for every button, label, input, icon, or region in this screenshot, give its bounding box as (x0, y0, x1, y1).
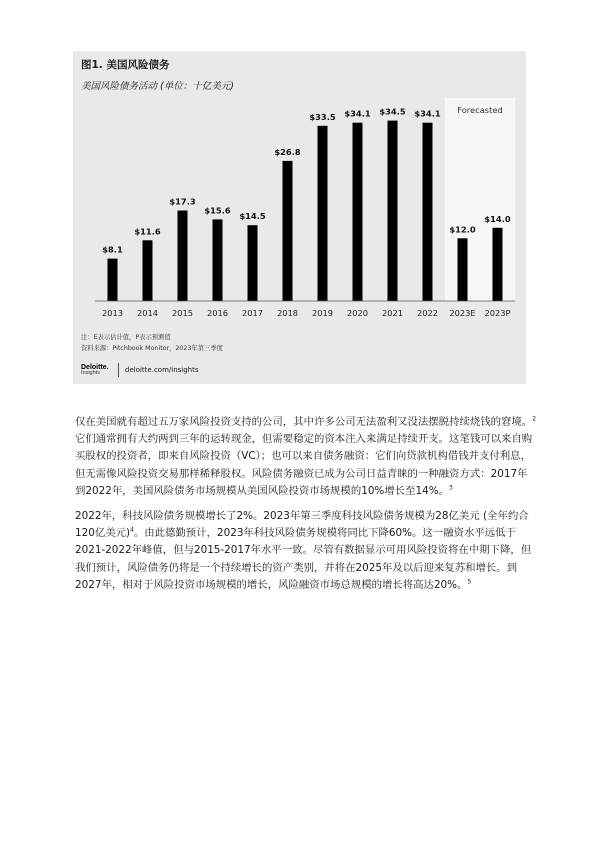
body-paragraph-2 (75, 508, 537, 594)
logo-wordmark: Deloitte. (81, 364, 109, 371)
bar-2019 (318, 126, 328, 301)
value-label-2022: $34.1 (414, 108, 441, 119)
bar-2023E (458, 238, 468, 301)
logo-subtext: Insights (81, 370, 100, 376)
value-label-2019: $33.5 (309, 111, 336, 122)
figure-title: 图1. 美国风险债务 (81, 59, 170, 71)
value-label-2014: $11.6 (134, 226, 161, 237)
value-label-2020: $34.1 (344, 108, 371, 119)
x-tick-label-2017: 2017 (241, 308, 264, 318)
value-label-2021: $34.5 (379, 106, 406, 117)
x-tick-label-2022: 2022 (416, 308, 439, 318)
figure-card (73, 51, 526, 384)
paragraph-text: 。由此德勤预计，2023年科技风险债务规模将同比下降60%。这一融资水平远低于2021-2022年峰值，但与2015-2017年水平一致。尽管有数据显示可用风险投资将在中期下降，但我们预计，风险债务仍将是一个持续增长的资产类别，并将在2025年及以后迎来复苏和增长。到2027年，相对于风险投资市场规模的增长，风险融资市场总规模的增长将高达20%。 (75, 527, 532, 591)
figure-source: 资料来源：Pitchbook Monitor，2023年第三季度 (81, 345, 223, 352)
value-label-2018: $26.8 (274, 146, 301, 157)
bar-2022 (423, 123, 433, 301)
insights-url: deloitte.com/insights (125, 366, 199, 374)
deloitte-logo (81, 364, 109, 377)
paragraph-text: 它们通常拥有大约两到三年的运转现金，但需要稳定的资本注入来满足持续开支。这笔钱可以来自购买股权的投资者，即来自风险投资（VC）；也可以来自债务融资：它们向贷款机构借钱并支付利息，但无需像风险投资交易那样稀释股权。风险债务融资已成为公司日益青睐的一种融资方式：2017年到2022年，美国风险债务市场规模从美国风险投资市场规模的10%增长至14%。 (75, 433, 533, 497)
value-label-2013: $8.1 (102, 244, 123, 255)
x-tick-label-2023E: 2023E (449, 308, 476, 318)
x-tick-label-2019: 2019 (311, 308, 334, 318)
bar-2021 (388, 121, 398, 301)
footnote-ref: 3 (448, 484, 453, 492)
x-tick-label-2020: 2020 (346, 308, 369, 318)
footnote-ref: 2 (532, 415, 537, 423)
figure-subtitle: 美国风险债务活动 (单位：十亿美元) (81, 81, 234, 92)
paragraph-text: 仅在美国就有超过五万家风险投资支持的公司，其中许多公司无法盈利又没法摆脱持续烧钱的窘境。 (75, 416, 533, 428)
forecast-label: Forecasted (457, 105, 503, 115)
bar-2015 (178, 211, 188, 302)
value-label-2017: $14.5 (239, 211, 266, 222)
bar-2013 (108, 259, 118, 301)
footnote-ref: 5 (467, 578, 472, 586)
bar-2014 (143, 240, 153, 301)
paragraph-text: 2022年，科技风险债务规模增长了2%。2023年第三季度科技风险债务规模为28亿美元 (全年约合120亿美元) (75, 510, 529, 540)
x-tick-label-2016: 2016 (206, 308, 229, 318)
bar-2023P (493, 228, 503, 301)
bar-2020 (353, 123, 363, 301)
x-tick-label-2021: 2021 (381, 308, 404, 318)
footnote-ref: 4 (130, 526, 134, 534)
value-label-2023E: $12.0 (449, 224, 476, 235)
body-paragraph-1 (75, 414, 537, 500)
value-label-2015: $17.3 (169, 196, 196, 207)
x-tick-label-2015: 2015 (171, 308, 194, 318)
value-label-2016: $15.6 (204, 205, 231, 216)
x-tick-label-2023P: 2023P (484, 308, 511, 318)
value-label-2023P: $14.0 (484, 213, 511, 224)
x-tick-label-2013: 2013 (101, 308, 124, 318)
figure-note: 注：E表示估计值，P表示预测值 (81, 334, 171, 341)
bar-2016 (213, 219, 223, 301)
logo-divider (118, 363, 119, 377)
x-tick-label-2014: 2014 (136, 308, 159, 318)
x-tick-label-2018: 2018 (276, 308, 299, 318)
forecast-region (445, 98, 515, 301)
bar-2018 (283, 161, 293, 301)
bar-2017 (248, 225, 258, 301)
